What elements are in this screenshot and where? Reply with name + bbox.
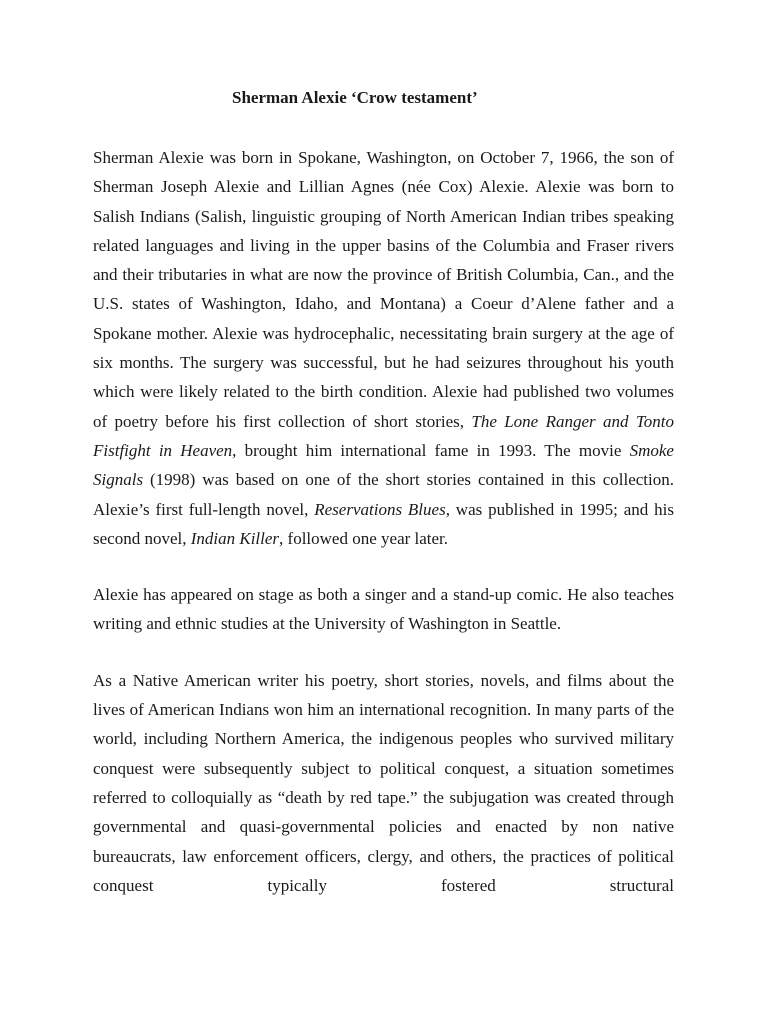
document-title: Sherman Alexie ‘Crow testament’ — [232, 88, 478, 107]
film-title: Smoke Signals — [93, 440, 674, 490]
paragraph-text: (1998) was based on one of the short stories contained in this collection. Alexie’s first full-length novel, — [93, 470, 674, 519]
book-title: Indian Killer — [190, 528, 280, 548]
paragraph-career: Alexie has appeared on stage as both a singer and a stand-up comic. He also teaches writing and ethnic studies at the University of Washington in Seattle. — [93, 585, 674, 634]
paragraph-recognition: As a Native American writer his poetry, short stories, novels, and films about the lives of American Indians won him an international recognition. In many parts of the world, including Northern America, the indigenous peoples who survived military conquest were subsequently subject to political conquest, a situation sometimes referred to colloquially as “death by red tape.” the subjugation was created through governmental and quasi-governmental policies and enacted by non native bureaucrats, law enforcement officers, clergy, and others, the practices of political conquest typically fostered structural — [93, 670, 674, 895]
book-title: The Lone Ranger and Tonto Fistfight in Heaven — [93, 411, 674, 460]
paragraph-text: , was published in 1995; and his second novel, — [93, 499, 674, 548]
book-title: Reservations Blues — [314, 499, 446, 519]
paragraph-text: , brought him international fame in 1993. The movie — [232, 440, 630, 460]
paragraph-text: , followed one year later. — [279, 528, 449, 548]
paragraph-text: Sherman Alexie was born in Spokane, Washington, on October 7, 1966, the son of Sherman Joseph Alexie and Lillian Agnes (née Cox) Alexie. Alexie was born to Salish Indians (Salish, linguistic grouping of North American Indian tribes speaking related languages and living in the upper basins of the Columbia and Fraser rivers and their tributaries in what are now the province of British Columbia, Can., and the U.S. states of Washington, Idaho, and Montana) a Coeur d’Alene father and a Spokane mother. Alexie was hydrocephalic, necessitating brain surgery at the age of six months. The surgery was successful, but he had seizures throughout his youth which were likely related to the birth condition. Alexie had published two volumes of poetry before his first collection of short stories, — [93, 148, 674, 431]
paragraph-biography — [93, 143, 674, 553]
document-page — [93, 86, 674, 927]
